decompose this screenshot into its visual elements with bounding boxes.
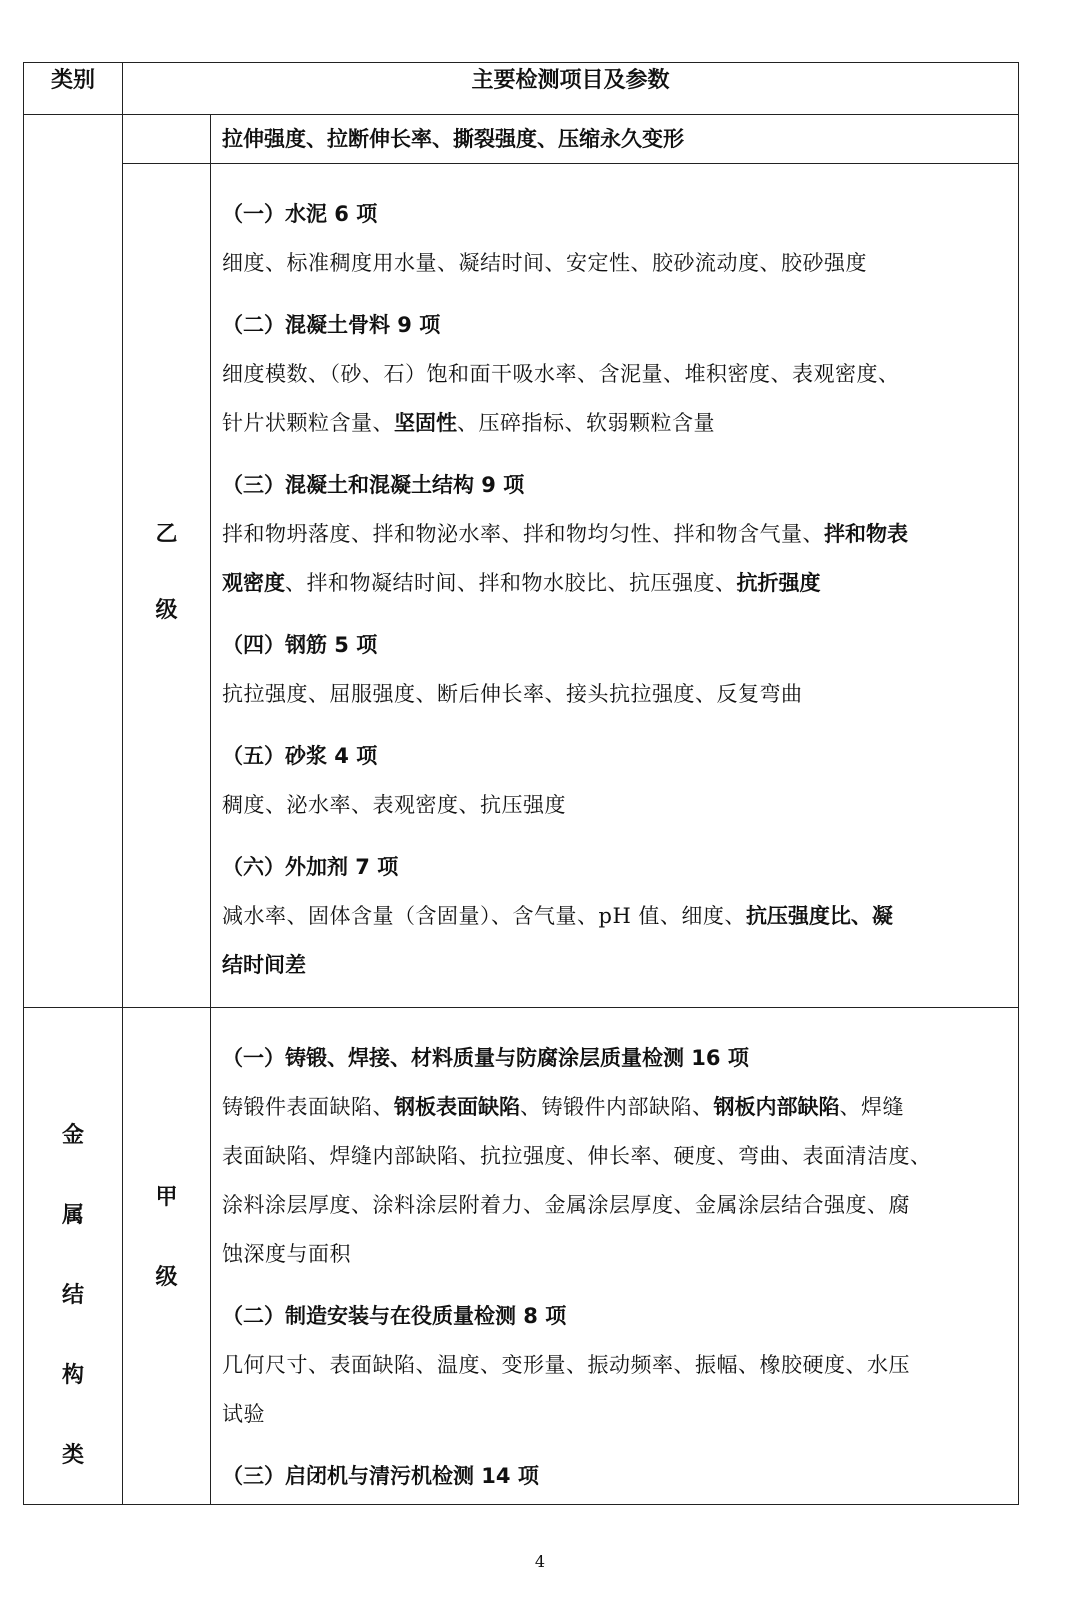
items-cell-metal [211, 1008, 1019, 1505]
header-items: 主要检测项目及参数 [123, 63, 1019, 115]
text-segment: 、铸锻件内部缺陷、 [520, 1095, 714, 1119]
text-segment: 稠度、泌水率、表观密度、抗压强度 [222, 793, 566, 817]
text-segment: 几何尺寸、表面缺陷、温度、变形量、振动频率、振幅、橡胶硬度、水压 [222, 1353, 910, 1377]
section-heading: （四）钢筋 5 项 [222, 633, 378, 657]
section-heading: （五）砂浆 4 项 [222, 744, 378, 768]
section-heading: （二）制造安装与在役质量检测 8 项 [222, 1304, 567, 1328]
grade-char: 级 [155, 1265, 178, 1290]
bold-text-segment: 观密度 [222, 571, 285, 595]
grade-cell-yi [123, 164, 211, 1008]
section-line [222, 510, 1010, 559]
text-segment: 铸锻件表面缺陷、 [222, 1095, 394, 1119]
category-char: 结 [61, 1283, 84, 1308]
section-line [222, 1230, 1010, 1279]
text-segment: 表面缺陷、焊缝内部缺陷、抗拉强度、伸长率、硬度、弯曲、表面清洁度、 [222, 1144, 932, 1168]
section-heading: （六）外加剂 7 项 [222, 855, 399, 879]
section-line [222, 1341, 1010, 1390]
bold-text-segment: 钢板表面缺陷 [394, 1095, 520, 1119]
section-line [222, 941, 1010, 990]
category-char: 类 [61, 1443, 84, 1468]
section-heading: （一）水泥 6 项 [222, 202, 378, 226]
text-segment: 试验 [222, 1402, 265, 1426]
header-category: 类别 [24, 63, 123, 115]
table-row-grade-yi [24, 164, 1019, 1008]
section-line [222, 1083, 1010, 1132]
bold-text-segment: 抗压强度比、凝 [745, 904, 893, 928]
bold-text-segment: 结时间差 [222, 953, 306, 977]
section-heading: （三）混凝土和混凝土结构 9 项 [222, 473, 525, 497]
text-segment: 蚀深度与面积 [222, 1242, 351, 1266]
section-line [222, 781, 1010, 830]
top-row-text: 拉伸强度、拉断伸长率、撕裂强度、压缩永久变形 [222, 127, 684, 151]
category-cell-metal [24, 1008, 123, 1505]
category-char: 属 [61, 1203, 84, 1228]
text-segment: 、焊缝 [839, 1095, 904, 1119]
text-segment: 涂料涂层厚度、涂料涂层附着力、金属涂层厚度、金属涂层结合强度、腐 [222, 1193, 910, 1217]
section-heading: （一）铸锻、焊接、材料质量与防腐涂层质量检测 16 项 [222, 1046, 749, 1070]
items-cell-yi [211, 164, 1019, 1008]
grade-char: 甲 [155, 1185, 178, 1210]
text-segment: 减水率、固体含量（含固量）、含气量、pH 值、细度、 [222, 904, 746, 928]
section-heading: （三）启闭机与清污机检测 14 项 [222, 1464, 539, 1488]
section-heading: （二）混凝土骨料 9 项 [222, 313, 441, 337]
text-segment: 针片状颗粒含量、 [222, 411, 394, 435]
text-segment: 拌和物坍落度、拌和物泌水率、拌和物均匀性、拌和物含气量、 [222, 522, 824, 546]
bold-text-segment: 坚固性 [394, 411, 457, 435]
section-line [222, 892, 1010, 941]
section-line [222, 1181, 1010, 1230]
grade-char: 乙 [155, 522, 178, 547]
bold-text-segment: 抗折强度 [736, 571, 821, 595]
table-row-metal [24, 1008, 1019, 1505]
section-line [222, 239, 1010, 288]
text-segment: 细度模数、（砂、石）饱和面干吸水率、含泥量、堆积密度、表观密度、 [222, 362, 900, 386]
section-line [222, 670, 1010, 719]
section-line [222, 559, 1010, 608]
bold-text-segment: 钢板内部缺陷 [713, 1095, 840, 1119]
table-header-row [24, 63, 1019, 115]
text-segment: 细度、标准稠度用水量、凝结时间、安定性、胶砂流动度、胶砂强度 [222, 251, 867, 275]
grade-char: 级 [155, 598, 178, 623]
category-cell-empty [24, 115, 123, 1008]
inspection-table [23, 62, 1019, 1505]
text-segment: 抗拉强度、屈服强度、断后伸长率、接头抗拉强度、反复弯曲 [222, 682, 803, 706]
category-char: 构 [61, 1363, 84, 1388]
section-line [222, 1132, 1010, 1181]
grade-cell-empty [123, 115, 211, 164]
text-segment: 、拌和物凝结时间、拌和物水胶比、抗压强度、 [285, 571, 737, 595]
page-number: 4 [534, 1552, 546, 1571]
section-line [222, 399, 1010, 448]
text-segment: 、压碎指标、软弱颗粒含量 [457, 411, 715, 435]
section-line [222, 350, 1010, 399]
table-row-top [24, 115, 1019, 164]
category-char: 金 [61, 1123, 84, 1148]
section-line [222, 1390, 1010, 1439]
grade-cell-jia [123, 1008, 211, 1505]
bold-text-segment: 拌和物表 [824, 522, 908, 546]
